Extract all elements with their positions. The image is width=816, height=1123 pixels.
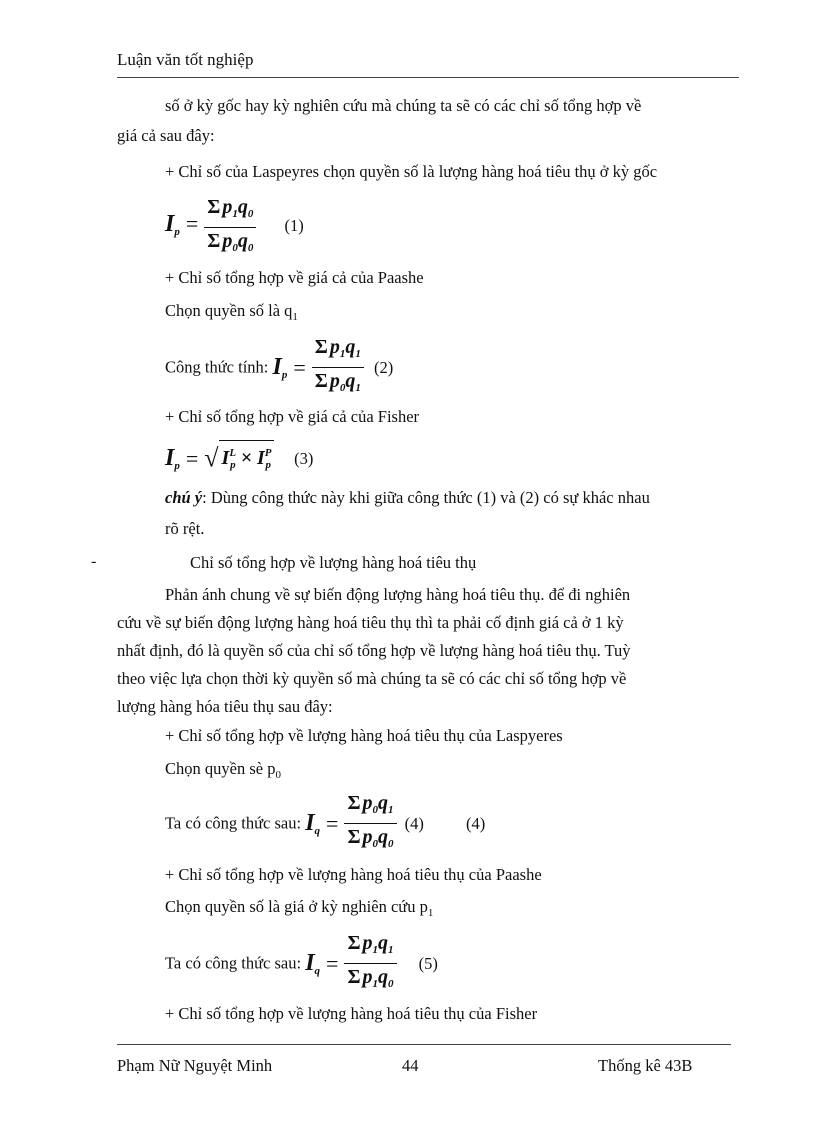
equation-number: (4): [466, 813, 486, 833]
q-laspeyres-weight: Chọn quyền sè $p_0$: [165, 759, 281, 781]
formula-label: Công thức tính:: [165, 357, 269, 377]
page-number: 44: [402, 1056, 419, 1075]
laspeyres-heading: + Chỉ số của Laspeyres chọn quyền số là lượng hàng hoá tiêu thụ ở kỳ gốc: [165, 162, 658, 181]
list-dash: -: [91, 553, 97, 570]
q-laspeyres-heading: + Chỉ số tổng hợp về lượng hàng hoá tiêu thụ của Laspyeres: [165, 726, 563, 745]
paasche-weight: Chọn quyền số là $q_1$: [165, 301, 298, 323]
note-line: rõ rệt.: [165, 519, 205, 538]
paragraph-line: nhất định, đó là quyền số của chỉ số tổng hợp về lượng hàng hoá tiêu thụ. Tuỳ: [117, 641, 631, 660]
paragraph-line: theo việc lựa chọn thời kỳ quyền số mà chúng ta sẽ có các chỉ số tổng hợp về: [117, 669, 627, 688]
paragraph-line: giá cả sau đây:: [117, 126, 215, 145]
equation-number: (1): [284, 216, 304, 236]
paragraph-line: số ở kỳ gốc hay kỳ nghiên cứu mà chúng ta sẽ có các chỉ số tổng hợp về: [165, 96, 642, 115]
equation-number: (5): [418, 953, 438, 973]
paragraph-line: Phản ánh chung về sự biến động lượng hàng hoá tiêu thụ. để đi nghiên: [165, 585, 631, 604]
fisher-heading: + Chỉ số tổng hợp về giá cả của Fisher: [165, 407, 420, 426]
footer-rule: [117, 1044, 731, 1045]
equation-number-inline: (4): [404, 813, 424, 833]
equation-number: (3): [294, 448, 314, 468]
q-fisher-heading: + Chỉ số tổng hợp về lượng hàng hoá tiêu thụ của Fisher: [165, 1004, 538, 1023]
paasche-heading: + Chỉ số tổng hợp về giá cả của Paashe: [165, 268, 424, 287]
equation-4: Ta có công thức sau: $I_q$ = $\frac{\Sigma p_0q_1}{\Sigma p_0q_0}$ (4) (4): [165, 792, 486, 850]
equation-3: $I_p$ = √ $I^L_p \times I^P_p$ (3): [165, 440, 313, 477]
header-title: Luận văn tốt nghiệp: [117, 50, 254, 69]
equation-1: $I_p$ = $\frac{\Sigma p_1q_0}{\Sigma p_0q_0}$ (1): [165, 196, 304, 254]
q-paasche-heading: + Chỉ số tổng hợp về lượng hàng hoá tiêu thụ của Paashe: [165, 865, 542, 884]
quantity-heading: Chỉ số tổng hợp về lượng hàng hoá tiêu thụ: [190, 553, 477, 572]
equation-2: Công thức tính: $I_p$ = $\frac{\Sigma p_1q_1}{\Sigma p_0q_1}$ (2): [165, 336, 394, 394]
header-rule: [117, 77, 739, 78]
q-paasche-weight: Chọn quyền số là giá ở kỳ nghiên cứu $p_1$: [165, 897, 434, 919]
equation-5: Ta có công thức sau: $I_q$ = $\frac{\Sigma p_1q_1}{\Sigma p_1q_0}$ (5): [165, 932, 438, 990]
paragraph-line: lượng hàng hóa tiêu thụ sau đây:: [117, 697, 333, 716]
footer-author: Phạm Nữ Nguyệt Minh: [117, 1056, 273, 1075]
paragraph-line: cứu về sự biến động lượng hàng hoá tiêu thụ thì ta phải cố định giá cả ở 1 kỳ: [117, 613, 624, 632]
footer-class: Thống kê 43B: [598, 1056, 693, 1075]
formula-label: Ta có công thức sau:: [165, 813, 302, 833]
equation-number: (2): [373, 357, 394, 377]
note-line: chú ý: Dùng công thức này khi giữa công thức (1) và (2) có sự khác nhau: [165, 488, 650, 507]
formula-label: Ta có công thức sau:: [165, 953, 302, 973]
